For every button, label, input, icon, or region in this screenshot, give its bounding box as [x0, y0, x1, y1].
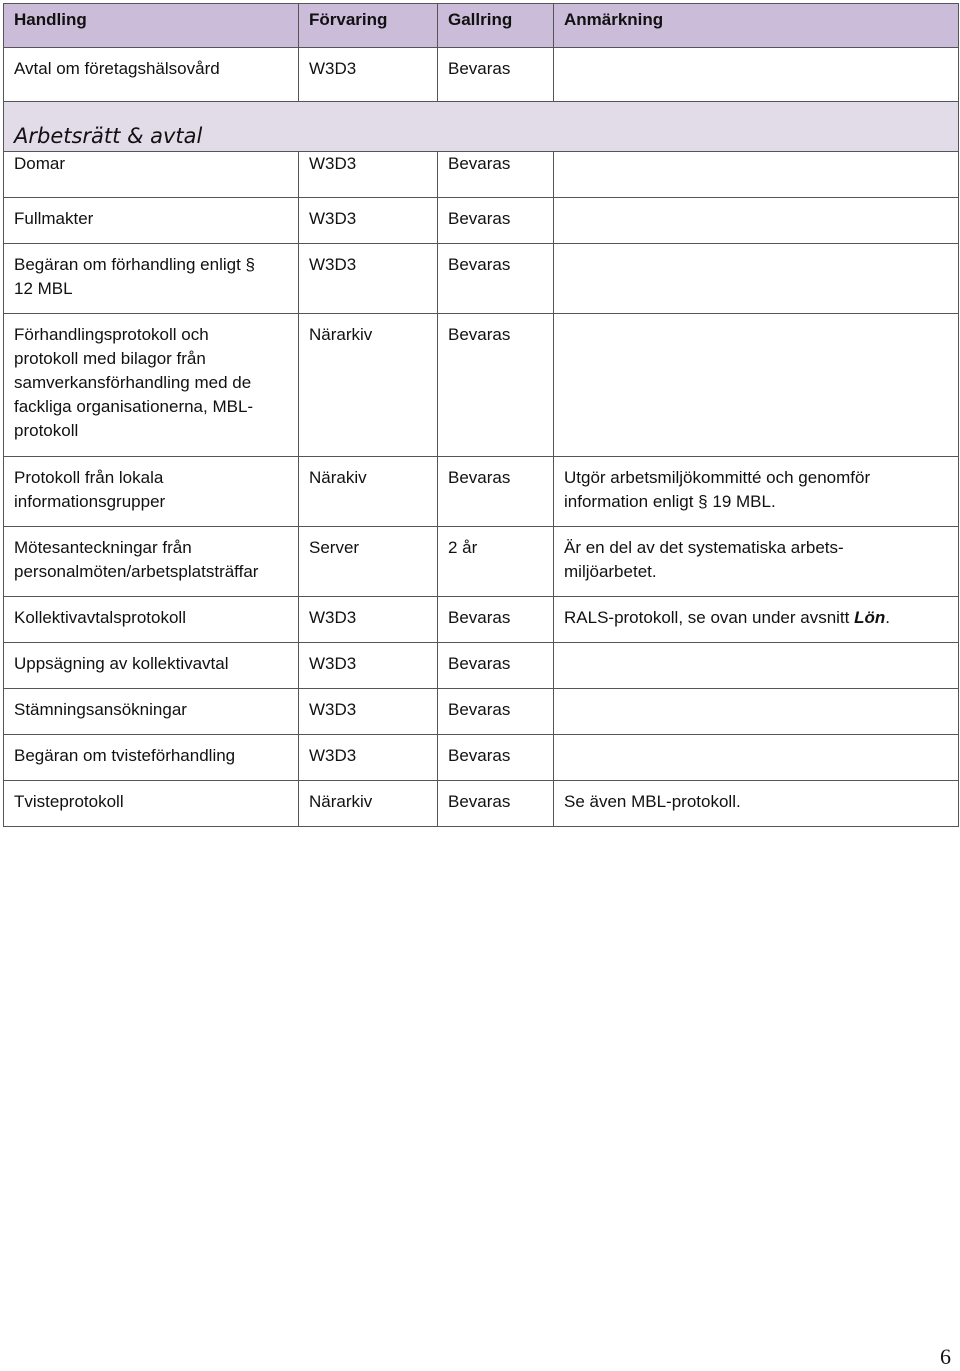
header-gallring: Gallring: [438, 4, 554, 48]
cell-forvaring: Server: [299, 527, 438, 597]
table-row: [4, 244, 959, 314]
table-row: [4, 781, 959, 827]
cell-gallring: Bevaras: [438, 457, 554, 527]
cell-handling: [4, 527, 299, 597]
page-number: 6: [940, 1344, 951, 1369]
note-emphasis: Lön: [854, 608, 886, 627]
cell-forvaring: W3D3: [299, 48, 438, 102]
cell-forvaring: Närarkiv: [299, 314, 438, 457]
cell-anmarkning: [554, 643, 959, 689]
cell-line: miljöarbetet.: [564, 562, 657, 581]
note-text: RALS-protokoll, se ovan under avsnitt: [564, 608, 855, 627]
cell-line: Mötesanteckningar från: [14, 538, 192, 557]
table-row: [4, 198, 959, 244]
cell-anmarkning: [554, 527, 959, 597]
note-suffix: .: [885, 608, 890, 627]
header-anmarkning: Anmärkning: [554, 4, 959, 48]
cell-forvaring: W3D3: [299, 244, 438, 314]
table-row: [4, 527, 959, 597]
cell-forvaring: W3D3: [299, 597, 438, 643]
table-row: [4, 689, 959, 735]
cell-handling: [4, 314, 299, 457]
cell-gallring: Bevaras: [438, 48, 554, 102]
table-row: [4, 152, 959, 198]
cell-anmarkning: [554, 244, 959, 314]
header-forvaring: Förvaring: [299, 4, 438, 48]
cell-gallring: Bevaras: [438, 314, 554, 457]
cell-forvaring: Närarkiv: [299, 781, 438, 827]
cell-line: personalmöten/arbetsplatsträffar: [14, 562, 259, 581]
table-row: [4, 314, 959, 457]
cell-line: Utgör arbetsmiljökommitté och genomför: [564, 468, 871, 487]
cell-handling: Avtal om företagshälsovård: [4, 48, 299, 102]
records-table: [3, 3, 959, 827]
cell-anmarkning: [554, 152, 959, 198]
cell-line: protokoll med bilagor från: [14, 349, 206, 368]
cell-forvaring: W3D3: [299, 152, 438, 198]
cell-line: Förhandlingsprotokoll och: [14, 325, 209, 344]
cell-forvaring: W3D3: [299, 735, 438, 781]
cell-handling: [4, 244, 299, 314]
section-title: Arbetsrätt & avtal: [14, 124, 203, 148]
cell-handling: Fullmakter: [4, 198, 299, 244]
section-row: [4, 102, 959, 152]
cell-gallring: Bevaras: [438, 244, 554, 314]
cell-line: samverkansförhandling med de: [14, 373, 252, 392]
cell-anmarkning: [554, 48, 959, 102]
cell-anmarkning: [554, 314, 959, 457]
cell-line: Begäran om förhandling enligt §: [14, 255, 255, 274]
table-row: [4, 48, 959, 102]
table-row: [4, 597, 959, 643]
cell-gallring: Bevaras: [438, 735, 554, 781]
cell-handling: Domar: [4, 152, 299, 198]
cell-gallring: 2 år: [438, 527, 554, 597]
cell-handling: Kollektivavtalsprotokoll: [4, 597, 299, 643]
cell-gallring: Bevaras: [438, 781, 554, 827]
cell-anmarkning: [554, 457, 959, 527]
cell-anmarkning: [554, 689, 959, 735]
cell-line: 12 MBL: [14, 279, 73, 298]
cell-line: information enligt § 19 MBL.: [564, 492, 776, 511]
cell-gallring: Bevaras: [438, 152, 554, 198]
cell-forvaring: W3D3: [299, 198, 438, 244]
table-row: [4, 735, 959, 781]
cell-anmarkning: [554, 597, 959, 643]
cell-handling: Begäran om tvisteförhandling: [4, 735, 299, 781]
cell-handling: [4, 457, 299, 527]
cell-line: Är en del av det systematiska arbets-: [564, 538, 844, 557]
cell-line: fackliga organisationerna, MBL-: [14, 397, 254, 416]
cell-line: Protokoll från lokala: [14, 468, 164, 487]
cell-gallring: Bevaras: [438, 643, 554, 689]
cell-line: protokoll: [14, 421, 79, 440]
section-heading: [4, 102, 959, 152]
header-handling: Handling: [4, 4, 299, 48]
cell-handling: Tvisteprotokoll: [4, 781, 299, 827]
cell-anmarkning: Se även MBL-protokoll.: [554, 781, 959, 827]
cell-forvaring: Närakiv: [299, 457, 438, 527]
cell-gallring: Bevaras: [438, 597, 554, 643]
table-header-row: [4, 4, 959, 48]
cell-forvaring: W3D3: [299, 643, 438, 689]
cell-handling: Uppsägning av kollektivavtal: [4, 643, 299, 689]
table-row: [4, 457, 959, 527]
cell-gallring: Bevaras: [438, 689, 554, 735]
cell-anmarkning: [554, 735, 959, 781]
cell-line: informationsgrupper: [14, 492, 166, 511]
table-row: [4, 643, 959, 689]
cell-anmarkning: [554, 198, 959, 244]
cell-handling: Stämningsansökningar: [4, 689, 299, 735]
cell-gallring: Bevaras: [438, 198, 554, 244]
cell-forvaring: W3D3: [299, 689, 438, 735]
